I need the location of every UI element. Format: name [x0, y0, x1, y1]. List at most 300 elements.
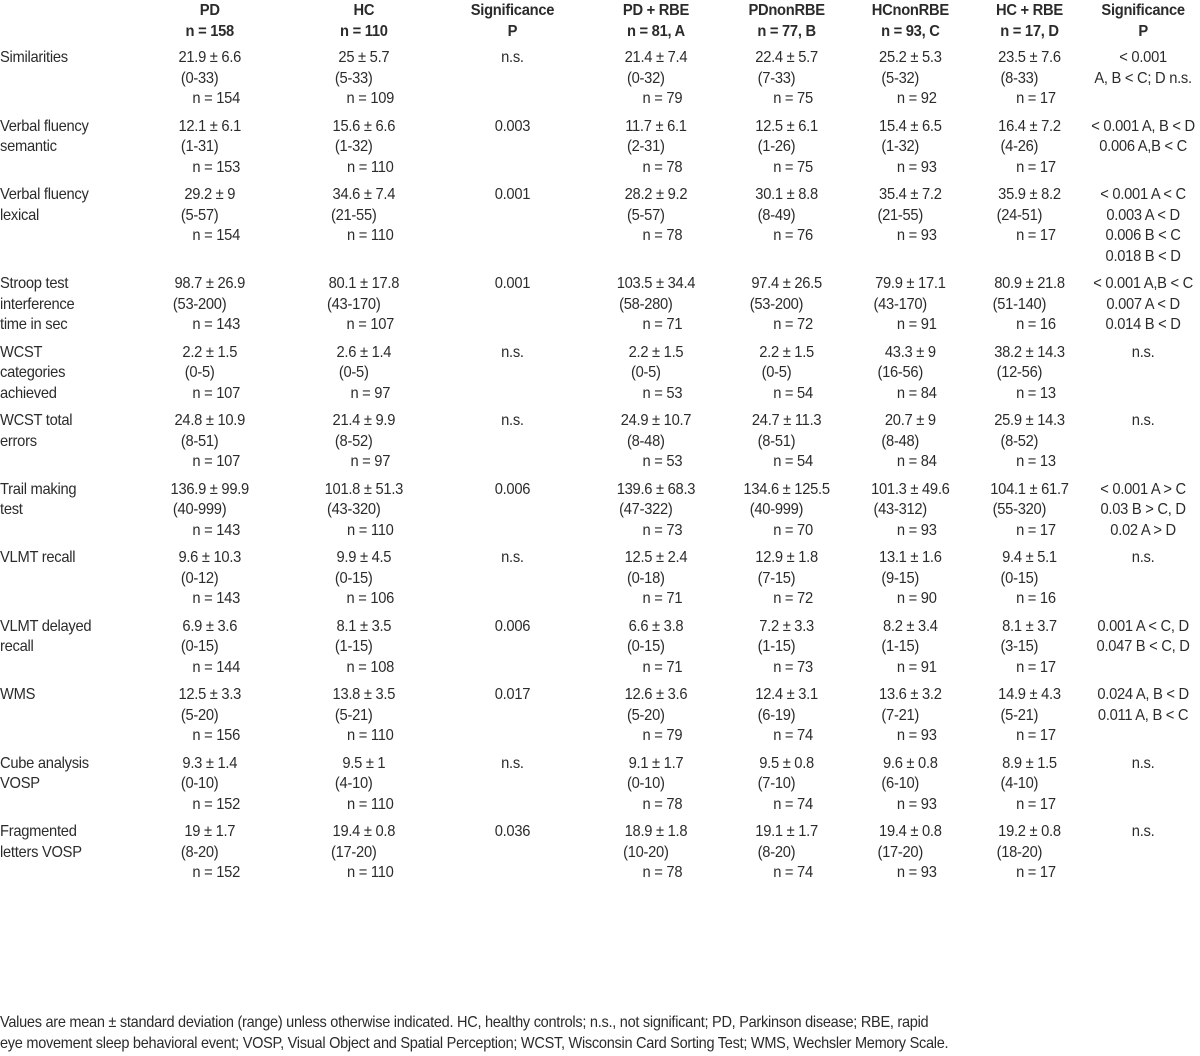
cell-range: (1-31)	[180, 138, 219, 155]
cell-hc-nonrbe	[848, 117, 972, 186]
cell-range: (17-20)	[877, 843, 923, 861]
table-row	[0, 617, 1200, 686]
cell-n: n = 97	[350, 453, 391, 470]
cell-mean: 21.9 ± 6.6	[178, 49, 242, 66]
significance-value: 0.003 A < D	[1106, 206, 1180, 224]
cell-mean: 15.4 ± 6.5	[879, 117, 942, 135]
cell-range: (53-200)	[749, 295, 804, 313]
cell-significance-2	[1087, 185, 1200, 274]
cell-range: (1-32)	[334, 138, 373, 155]
cell-mean: 24.9 ± 10.7	[620, 412, 692, 429]
significance-value: 0.001	[494, 186, 531, 203]
cell-pd-rbe	[587, 822, 725, 891]
table-row	[0, 480, 1200, 549]
cell-significance-1	[438, 117, 587, 186]
cell-significance-1	[438, 274, 587, 343]
cell-range: (8-48)	[881, 432, 920, 450]
cell-mean: 80.9 ± 21.8	[994, 275, 1065, 292]
cell-significance-2	[1087, 48, 1200, 117]
cell-hc	[290, 185, 438, 274]
cell-range: (21-55)	[330, 206, 377, 224]
cell-range: (17-20)	[330, 843, 377, 861]
cell-n: n = 17	[1016, 521, 1056, 539]
row-label-line: VOSP	[0, 775, 40, 792]
cell-mean: 101.3 ± 49.6	[871, 480, 950, 498]
cell-range: (3-15)	[1000, 638, 1039, 655]
cell-pd-nonrbe	[725, 617, 848, 686]
cell-hc	[290, 48, 438, 117]
header-significance-1	[438, 0, 587, 48]
cell-mean: 19.1 ± 1.7	[755, 823, 818, 840]
cell-hc	[290, 274, 438, 343]
cell-mean: 14.9 ± 4.3	[998, 686, 1061, 703]
cell-mean: 139.6 ± 68.3	[616, 480, 696, 498]
significance-value: 0.007 A < D	[1106, 295, 1180, 313]
cell-hc	[290, 343, 438, 412]
significance-value: < 0.001 A,B < C	[1093, 275, 1193, 292]
cell-pd-rbe	[587, 480, 725, 549]
cell-range: (8-20)	[757, 843, 796, 861]
cell-range: (0-15)	[180, 638, 219, 655]
header-row	[0, 0, 1200, 48]
cell-range: (7-10)	[757, 775, 796, 792]
cell-pd-rbe	[587, 117, 725, 186]
row-label-line: Similarities	[0, 49, 68, 66]
cell-n: n = 90	[896, 590, 937, 607]
cell-n: n = 75	[773, 90, 813, 107]
cell-hc-rbe	[972, 617, 1086, 686]
header-hc-n: n = 110	[340, 23, 388, 40]
cell-n: n = 13	[1016, 453, 1056, 470]
cell-significance-1	[438, 185, 587, 274]
cell-n: n = 17	[1016, 90, 1056, 107]
row-label-line: lexical	[0, 206, 39, 224]
table-row	[0, 548, 1200, 617]
significance-value: < 0.001 A > C	[1100, 480, 1186, 498]
table-body	[0, 48, 1200, 891]
row-label	[0, 117, 130, 186]
header-hc-nonrbe-title: HCnonRBE	[871, 2, 949, 19]
cell-hc	[290, 617, 438, 686]
cell-range: (0-15)	[1000, 569, 1039, 587]
header-pd-n: n = 158	[185, 23, 234, 40]
cell-n: n = 71	[642, 658, 683, 676]
header-pd-title: PD	[199, 2, 220, 19]
cell-significance-2	[1087, 754, 1200, 823]
cell-mean: 12.5 ± 2.4	[624, 549, 688, 566]
cell-mean: 13.8 ± 3.5	[332, 686, 396, 703]
cell-range: (0-15)	[627, 638, 665, 655]
cell-hc	[290, 480, 438, 549]
significance-value: n.s.	[501, 754, 524, 772]
cell-range: (1-15)	[334, 638, 373, 655]
significance-value: 0.006 B < C	[1105, 227, 1181, 244]
cell-n: n = 74	[773, 727, 813, 744]
significance-value: 0.001 A < C, D	[1097, 617, 1189, 635]
cell-n: n = 93	[896, 864, 937, 881]
cell-mean: 9.1 ± 1.7	[628, 754, 684, 772]
cell-n: n = 91	[896, 658, 937, 676]
row-label	[0, 617, 130, 686]
row-label-line: Verbal fluency	[0, 117, 89, 135]
cell-pd-rbe	[587, 685, 725, 754]
row-label	[0, 754, 130, 823]
cell-pd-nonrbe	[725, 185, 848, 274]
table-row	[0, 822, 1200, 891]
cell-n: n = 91	[896, 316, 937, 333]
row-label-line: errors	[0, 432, 37, 450]
cell-mean: 12.5 ± 6.1	[755, 117, 818, 135]
cell-n: n = 78	[642, 227, 683, 244]
header-pd-rbe	[587, 0, 725, 48]
significance-value: n.s.	[1131, 549, 1155, 566]
cell-significance-1	[438, 480, 587, 549]
cell-range: (24-51)	[996, 206, 1043, 224]
cell-mean: 9.6 ± 10.3	[178, 549, 242, 566]
cell-mean: 13.1 ± 1.6	[879, 549, 942, 566]
cell-mean: 35.4 ± 7.2	[879, 186, 942, 203]
cell-hc-rbe	[972, 548, 1086, 617]
cell-range: (8-49)	[757, 206, 796, 224]
cell-mean: 80.1 ± 17.8	[328, 275, 400, 292]
cell-significance-1	[438, 822, 587, 891]
cell-mean: 8.9 ± 1.5	[1002, 754, 1057, 772]
cell-significance-1	[438, 685, 587, 754]
cell-range: (8-48)	[627, 432, 665, 450]
cell-significance-1	[438, 754, 587, 823]
row-label	[0, 685, 130, 754]
cell-mean: 24.7 ± 11.3	[751, 412, 822, 429]
cell-pd-rbe	[587, 411, 725, 480]
cell-range: (4-26)	[1000, 138, 1039, 155]
cell-hc	[290, 411, 438, 480]
row-label-line: Fragmented	[0, 823, 77, 840]
cell-range: (7-15)	[757, 569, 796, 587]
cell-n: n = 17	[1016, 864, 1056, 881]
cell-range: (5-57)	[180, 206, 219, 224]
cell-mean: 21.4 ± 7.4	[624, 49, 688, 66]
cell-n: n = 93	[896, 727, 937, 744]
cell-n: n = 109	[346, 90, 395, 107]
cell-range: (53-200)	[172, 295, 227, 313]
row-label-line: Trail making	[0, 480, 77, 498]
row-label	[0, 548, 130, 617]
significance-value: < 0.001 A < C	[1100, 186, 1186, 203]
significance-value: 0.006	[494, 480, 531, 498]
row-label-line: WCST total	[0, 412, 73, 429]
cell-hc	[290, 117, 438, 186]
cell-n: n = 106	[346, 590, 395, 607]
cell-range: (43-312)	[873, 501, 927, 518]
cell-hc-nonrbe	[848, 754, 972, 823]
cell-significance-2	[1087, 685, 1200, 754]
cell-n: n = 78	[642, 864, 683, 881]
cell-pd	[130, 343, 290, 412]
significance-value: n.s.	[1131, 754, 1155, 772]
cell-significance-1	[438, 411, 587, 480]
cell-n: n = 76	[773, 227, 813, 244]
row-label	[0, 480, 130, 549]
cell-significance-1	[438, 343, 587, 412]
cell-mean: 9.4 ± 5.1	[1002, 549, 1057, 566]
header-hc	[290, 0, 438, 48]
cell-mean: 22.4 ± 5.7	[755, 49, 818, 66]
cell-n: n = 72	[773, 316, 813, 333]
cell-significance-1	[438, 617, 587, 686]
cell-mean: 23.5 ± 7.6	[998, 49, 1061, 66]
cell-pd	[130, 754, 290, 823]
cell-mean: 9.5 ± 0.8	[759, 754, 814, 772]
row-label	[0, 274, 130, 343]
cell-range: (7-33)	[757, 69, 796, 87]
cell-n: n = 17	[1016, 658, 1056, 676]
header-pd	[130, 0, 290, 48]
cell-pd-nonrbe	[725, 822, 848, 891]
cell-mean: 19.4 ± 0.8	[879, 823, 942, 840]
row-label	[0, 185, 130, 274]
cell-range: (18-20)	[996, 843, 1043, 861]
cell-significance-1	[438, 548, 587, 617]
header-hc-rbe	[972, 0, 1086, 48]
cell-hc-nonrbe	[848, 185, 972, 274]
cell-hc-rbe	[972, 822, 1086, 891]
cell-n: n = 16	[1016, 590, 1056, 607]
header-significance-1-p: P	[507, 23, 518, 40]
cell-mean: 35.9 ± 8.2	[998, 186, 1061, 203]
table-row	[0, 685, 1200, 754]
cell-pd	[130, 685, 290, 754]
cell-mean: 9.9 ± 4.5	[336, 549, 392, 566]
cell-pd-nonrbe	[725, 274, 848, 343]
cell-hc	[290, 548, 438, 617]
cell-mean: 16.4 ± 7.2	[998, 117, 1061, 135]
cell-mean: 134.6 ± 125.5	[743, 480, 830, 498]
cell-n: n = 72	[773, 590, 813, 607]
cell-mean: 7.2 ± 3.3	[759, 617, 814, 635]
cell-n: n = 71	[642, 590, 683, 607]
header-label-column	[0, 0, 130, 48]
row-label-line: VLMT recall	[0, 549, 76, 566]
cell-mean: 29.2 ± 9	[184, 186, 236, 203]
cell-n: n = 93	[896, 795, 937, 813]
cell-mean: 38.2 ± 14.3	[994, 343, 1065, 361]
table-header	[0, 0, 1200, 48]
cell-n: n = 110	[347, 227, 394, 244]
row-label-line: achieved	[0, 384, 57, 402]
header-pd-nonrbe-title: PDnonRBE	[748, 2, 825, 19]
cell-range: (0-18)	[627, 569, 665, 587]
cell-n: n = 93	[896, 521, 937, 539]
cell-pd	[130, 822, 290, 891]
cell-pd-nonrbe	[725, 343, 848, 412]
row-label	[0, 822, 130, 891]
cell-range: (4-10)	[1000, 775, 1039, 792]
cell-pd-rbe	[587, 185, 725, 274]
cell-mean: 20.7 ± 9	[884, 412, 936, 429]
header-hc-nonrbe-n: n = 93, C	[881, 23, 940, 40]
cell-range: (4-10)	[334, 775, 373, 792]
cell-n: n = 108	[346, 658, 395, 676]
cell-pd-nonrbe	[725, 548, 848, 617]
cell-hc-rbe	[972, 754, 1086, 823]
significance-value: 0.003	[494, 117, 531, 135]
cell-n: n = 78	[642, 795, 683, 813]
cell-hc-rbe	[972, 117, 1086, 186]
cell-mean: 19.2 ± 0.8	[998, 823, 1061, 840]
cell-n: n = 79	[642, 90, 683, 107]
cell-pd-rbe	[587, 48, 725, 117]
cell-range: (40-999)	[749, 501, 804, 518]
cell-mean: 79.9 ± 17.1	[875, 275, 946, 292]
cell-n: n = 13	[1016, 384, 1056, 402]
cell-range: (0-10)	[180, 775, 219, 792]
cell-n: n = 110	[347, 158, 394, 176]
cell-n: n = 70	[773, 521, 813, 539]
cell-n: n = 16	[1016, 316, 1056, 333]
significance-value: n.s.	[1131, 823, 1155, 840]
table-footnote	[0, 1012, 1199, 1054]
significance-value: 0.018 B < D	[1105, 247, 1181, 265]
cell-n: n = 53	[642, 453, 683, 470]
cell-n: n = 110	[347, 864, 394, 881]
cell-significance-2	[1087, 274, 1200, 343]
header-pd-nonrbe-n: n = 77, B	[757, 23, 816, 40]
cell-mean: 43.3 ± 9	[884, 343, 936, 361]
significance-value: 0.001	[494, 275, 531, 292]
cell-n: n = 107	[346, 316, 395, 333]
cell-pd	[130, 617, 290, 686]
cell-n: n = 17	[1016, 795, 1056, 813]
table-row	[0, 411, 1200, 480]
cell-pd-rbe	[587, 754, 725, 823]
cell-mean: 12.5 ± 3.3	[178, 686, 242, 703]
cell-range: (1-15)	[757, 638, 796, 655]
cell-mean: 12.9 ± 1.8	[755, 549, 818, 566]
cell-mean: 11.7 ± 6.1	[625, 117, 687, 135]
cell-n: n = 110	[347, 795, 394, 813]
cell-range: (8-51)	[757, 432, 796, 450]
cell-hc-nonrbe	[848, 480, 972, 549]
cell-pd-rbe	[587, 617, 725, 686]
cell-pd-rbe	[587, 274, 725, 343]
cell-range: (58-280)	[619, 295, 673, 313]
cell-mean: 24.8 ± 10.9	[174, 412, 246, 429]
cell-range: (51-140)	[992, 295, 1047, 313]
cell-range: (0-12)	[180, 569, 219, 587]
cell-range: (5-57)	[627, 206, 665, 224]
cell-pd	[130, 48, 290, 117]
cell-n: n = 54	[773, 384, 813, 402]
table-row	[0, 48, 1200, 117]
cell-range: (0-5)	[630, 364, 661, 381]
header-pd-rbe-n: n = 81, A	[626, 23, 685, 40]
cell-n: n = 78	[642, 158, 683, 176]
cell-range: (8-52)	[334, 432, 373, 450]
header-significance-2-title: Significance	[1101, 2, 1185, 19]
cell-mean: 98.7 ± 26.9	[174, 275, 246, 292]
cell-pd	[130, 411, 290, 480]
cell-mean: 2.2 ± 1.5	[628, 343, 684, 361]
cell-mean: 12.4 ± 3.1	[755, 686, 818, 703]
significance-value: A, B < C; D n.s.	[1094, 69, 1192, 87]
cell-mean: 12.6 ± 3.6	[624, 686, 688, 703]
cell-mean: 2.2 ± 1.5	[759, 343, 814, 361]
cell-pd-nonrbe	[725, 480, 848, 549]
cell-pd-rbe	[587, 548, 725, 617]
cell-n: n = 73	[773, 658, 813, 676]
cell-range: (8-51)	[180, 432, 219, 450]
row-label	[0, 48, 130, 117]
cell-hc-rbe	[972, 343, 1086, 412]
significance-value: n.s.	[501, 49, 524, 66]
cell-n: n = 144	[192, 658, 240, 676]
cell-significance-2	[1087, 548, 1200, 617]
header-hc-rbe-n: n = 17, D	[1000, 23, 1059, 40]
row-label-line: WCST	[0, 343, 43, 361]
cell-range: (43-170)	[873, 295, 927, 313]
cell-n: n = 143	[192, 521, 240, 539]
cell-n: n = 17	[1016, 227, 1056, 244]
cell-hc-rbe	[972, 685, 1086, 754]
row-label-line: VLMT delayed	[0, 617, 92, 635]
cell-mean: 8.1 ± 3.7	[1002, 617, 1057, 635]
cell-range: (8-20)	[180, 843, 219, 861]
cell-pd	[130, 185, 290, 274]
cell-n: n = 107	[192, 384, 240, 402]
cell-n: n = 17	[1016, 158, 1056, 176]
row-label-line: semantic	[0, 138, 57, 155]
cell-n: n = 71	[642, 316, 683, 333]
row-label-line: Verbal fluency	[0, 186, 89, 203]
significance-value: 0.017	[494, 686, 531, 703]
cell-n: n = 75	[773, 158, 813, 176]
cell-hc-nonrbe	[848, 343, 972, 412]
cell-n: n = 54	[773, 453, 813, 470]
table-row	[0, 343, 1200, 412]
significance-value: n.s.	[501, 343, 524, 361]
table-row	[0, 185, 1200, 274]
row-label-line: Stroop test	[0, 275, 69, 292]
cell-range: (2-31)	[627, 138, 665, 155]
cell-mean: 104.1 ± 61.7	[990, 480, 1069, 498]
row-label-line: Cube analysis	[0, 754, 89, 772]
cell-n: n = 143	[192, 590, 240, 607]
cell-mean: 8.1 ± 3.5	[336, 617, 392, 635]
cell-mean: 30.1 ± 8.8	[755, 186, 818, 203]
cell-n: n = 84	[896, 453, 937, 470]
cell-hc-nonrbe	[848, 411, 972, 480]
cell-n: n = 79	[642, 727, 683, 744]
cell-hc	[290, 822, 438, 891]
cell-range: (47-322)	[619, 501, 673, 518]
cell-mean: 25.2 ± 5.3	[879, 49, 942, 66]
cell-range: (43-170)	[327, 295, 381, 313]
row-label-line: test	[0, 501, 23, 518]
cell-range: (5-20)	[627, 706, 665, 724]
cell-n: n = 153	[192, 158, 240, 176]
cell-mean: 101.8 ± 51.3	[324, 480, 404, 498]
cell-significance-2	[1087, 411, 1200, 480]
cell-mean: 25 ± 5.7	[338, 49, 390, 66]
cell-hc-nonrbe	[848, 274, 972, 343]
cell-hc-nonrbe	[848, 548, 972, 617]
cell-mean: 6.6 ± 3.8	[628, 617, 684, 635]
cell-n: n = 84	[896, 384, 937, 402]
significance-value: 0.006	[494, 617, 531, 635]
table-row	[0, 117, 1200, 186]
cell-range: (7-21)	[881, 706, 920, 724]
cell-range: (12-56)	[996, 364, 1043, 381]
